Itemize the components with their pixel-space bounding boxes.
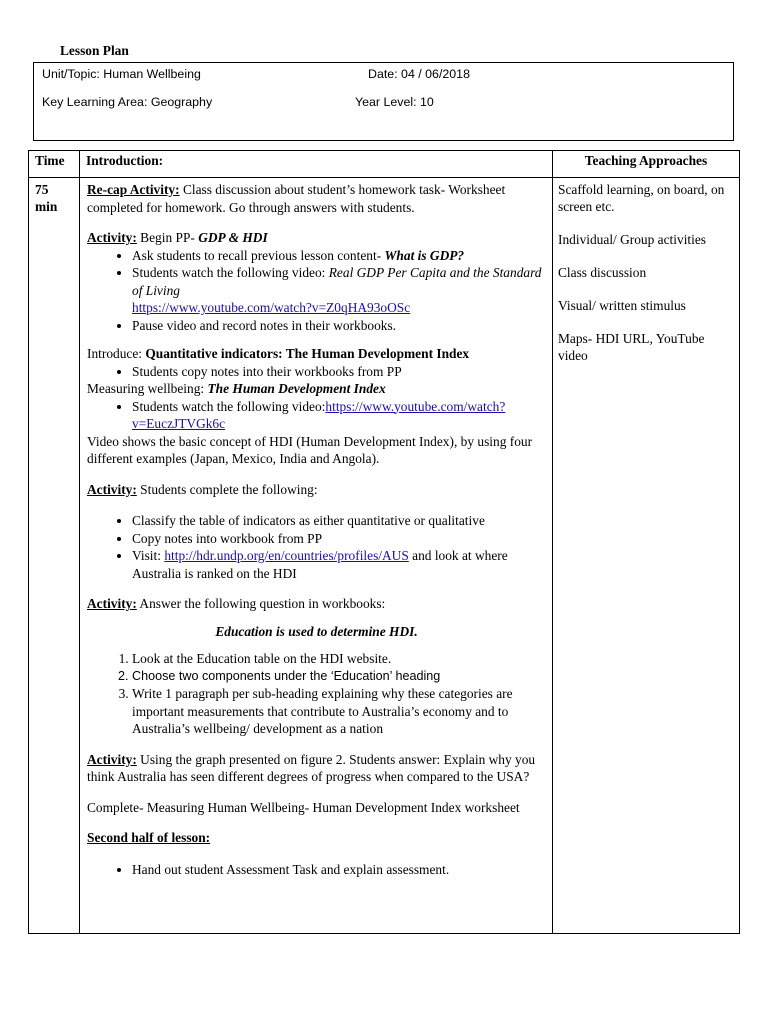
list-item-text: Pause video and record notes in their workbooks. <box>132 317 397 333</box>
second-half-list <box>87 861 546 879</box>
recap-text: Class discussion about student’s homework task- Worksheet completed for homework. Go through answers with students. <box>87 182 506 215</box>
list-item: • Hand out student Assessment Task and explain assessment. <box>132 861 546 879</box>
approach-item: Scaffold learning, on board, on screen etc. <box>558 182 725 214</box>
time-header: Time <box>29 151 80 178</box>
list-item-text: Students watch the following video: <box>132 398 326 414</box>
approaches-cell <box>553 178 740 934</box>
activity3-list <box>87 650 546 738</box>
list-item: 3. Write 1 paragraph per sub-heading explaining why these categories are important measurements that contribute to Australia’s economy and to Australia’s wellbeing/ development as a nation <box>132 685 546 738</box>
approach-item: Maps- HDI URL, YouTube video <box>558 331 705 363</box>
list-item <box>132 264 546 317</box>
list-item <box>132 547 546 582</box>
list-item: 2. Choose two components under the ‘Education’ heading <box>132 668 546 686</box>
lesson-date: Date: 04 / 06/2018 <box>368 67 470 81</box>
visit-prefix: Visit: <box>132 548 165 563</box>
video-link-gdp[interactable]: https://www.youtube.com/watch?v=Z0qHA93oOSc <box>132 300 411 315</box>
lesson-table <box>28 150 740 934</box>
list-item-text: Students watch the following video: <box>132 265 329 280</box>
approach-item: Visual/ written stimulus <box>558 298 686 313</box>
hdr-profile-link[interactable]: http://hdr.undp.org/en/countries/profiles/AUS <box>164 548 409 563</box>
activity2-label: Activity: <box>87 481 137 497</box>
year-level: Year Level: 10 <box>355 95 434 109</box>
measuring-prefix: Measuring wellbeing: <box>87 381 208 396</box>
list-item: 1. Look at the Education table on the HDI website. <box>132 650 546 668</box>
list-item-text: Ask students to recall previous lesson content- <box>132 247 385 263</box>
complete-paragraph: Complete- Measuring Human Wellbeing- Human Development Index worksheet <box>87 799 520 815</box>
video-title: Real GDP Per Capita and the Standard of Living <box>132 265 542 298</box>
activity2-heading <box>87 481 546 499</box>
introduction-cell <box>80 178 553 934</box>
recap-label: Re-cap Activity: <box>87 182 180 197</box>
activity4-paragraph <box>87 751 546 786</box>
video-link-hdi[interactable]: https://www.youtube.com/watch?v=EuczJTVGk6c <box>132 398 506 431</box>
document-title: Lesson Plan <box>60 43 129 58</box>
approaches-header: Teaching Approaches <box>553 151 740 178</box>
measuring-emph: The Human Development Index <box>207 381 386 396</box>
activity3-text: Answer the following question in workbooks: <box>136 596 386 611</box>
activity2-list <box>87 512 546 582</box>
list-item: • Copy notes into workbook from PP <box>132 530 546 548</box>
table-body-row <box>29 178 740 934</box>
introduce-prefix: Introduce: <box>87 346 146 361</box>
introduce-list <box>87 363 546 381</box>
activity4-text: Using the graph presented on figure 2. Students answer: Explain why you think Australia has seen different degrees of progress when compared to the USA? <box>87 751 536 784</box>
list-item: • Classify the table of indicators as either quantitative or qualitative <box>132 512 546 530</box>
measuring-line <box>87 380 546 398</box>
activity3-label: Activity: <box>87 596 137 611</box>
recap-paragraph <box>87 181 546 216</box>
video-description: Video shows the basic concept of HDI (Human Development Index), by using four different examples (Japan, Mexico, India and Angola). <box>87 433 533 466</box>
lesson-header-box <box>33 62 734 141</box>
list-item <box>132 317 546 335</box>
introduce-bold: Quantitative indicators: The Human Development Index <box>145 346 470 361</box>
approach-item: Class discussion <box>558 265 647 280</box>
unit-topic: Unit/Topic: Human Wellbeing <box>42 67 201 81</box>
time-cell <box>29 178 80 934</box>
activity1-text: Begin PP- <box>136 230 199 245</box>
activity1-label: Activity: <box>87 230 137 245</box>
list-item <box>132 398 546 433</box>
activity1-heading <box>87 229 546 247</box>
activity1-list <box>87 247 546 335</box>
education-statement: Education is used to determine HDI. <box>215 623 418 639</box>
time-value: 75 min <box>35 182 58 214</box>
list-item: • Students copy notes into their workbooks from PP <box>132 363 546 381</box>
activity1-emph: GDP & HDI <box>198 230 268 245</box>
activity2-text: Students complete the following: <box>136 481 318 497</box>
introduction-header: Introduction: <box>80 151 553 178</box>
table-header-row <box>29 151 740 178</box>
key-learning-area: Key Learning Area: Geography <box>42 95 213 109</box>
visit-suffix: and look at where Australia is ranked on the HDI <box>132 548 508 581</box>
approach-item: Individual/ Group activities <box>558 232 707 247</box>
activity4-label: Activity: <box>87 751 137 767</box>
list-item <box>132 247 546 265</box>
second-half-label: Second half of lesson: <box>87 830 211 845</box>
list-item-emph: What is GDP? <box>384 247 465 263</box>
second-half-heading <box>87 829 546 847</box>
measuring-list <box>87 398 546 433</box>
activity3-heading <box>87 595 546 613</box>
introduce-line <box>87 345 546 363</box>
